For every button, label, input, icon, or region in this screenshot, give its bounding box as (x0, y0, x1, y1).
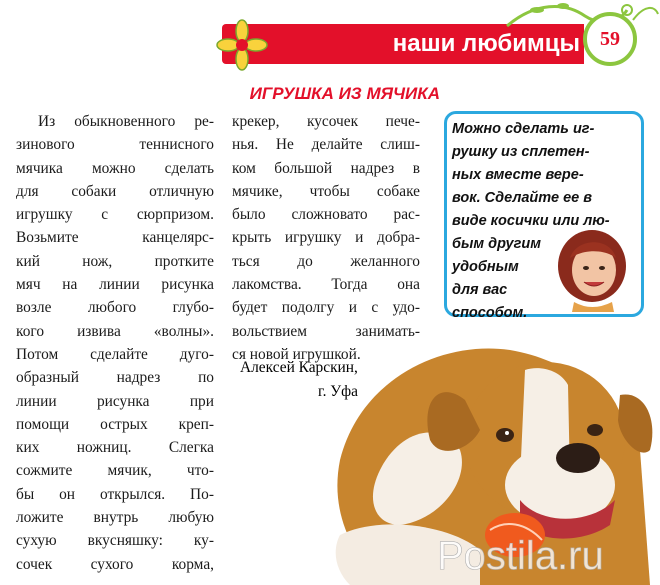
tip-line: бым другим (452, 236, 541, 252)
text-line: нья. Не делайте слиш- (232, 136, 420, 154)
text-line: кий нож, протките (16, 252, 214, 270)
article-author: Алексей Карскин, (240, 359, 358, 376)
text-line: бы он открылся. По- (16, 485, 214, 503)
text-line: вольствием занимать- (232, 322, 420, 340)
tip-line: рушку из сплетен- (452, 144, 590, 160)
text-line: игрушку с сюрпризом. (16, 206, 214, 224)
text-line: было сложновато рас- (232, 206, 420, 224)
article-city: г. Уфа (318, 383, 358, 400)
article-column-left (16, 110, 214, 576)
watermark (435, 529, 655, 579)
page-header (0, 0, 660, 78)
tip-line: для вас (452, 282, 508, 298)
text-line: мячика можно сделать (16, 159, 214, 177)
page-number: 59 (600, 28, 620, 50)
text-line: ких ножниц. Слегка (16, 439, 214, 457)
tip-line: вок. Сделайте ее в (452, 190, 592, 206)
text-line: помощи острых креп- (16, 415, 214, 433)
text-line: крекер, кусочек пече- (232, 113, 420, 130)
tip-line: ных вместе вере- (452, 167, 584, 183)
text-line: для собаки отличную (16, 182, 214, 200)
text-line: ложите внутрь любую (16, 509, 214, 527)
text-line: возле любого глубо- (16, 299, 214, 317)
text-line: ться до желанного (232, 252, 420, 270)
text-line: Возьмите канцелярс- (16, 229, 214, 247)
text-line: ся новой игрушкой. (232, 345, 361, 363)
tip-line: удобным (452, 259, 519, 275)
woman-avatar (552, 228, 632, 312)
text-line: сочек сухого корма, (16, 555, 214, 573)
text-line: образный надрез по (16, 369, 214, 387)
text-line: Потом сделайте дуго- (16, 345, 214, 363)
tip-line: виде косички или лю- (452, 213, 610, 229)
tip-line: Можно сделать иг- (452, 121, 595, 137)
text-line: сухую вкусняшку: ку- (16, 532, 214, 550)
text-line: зинового теннисного (16, 136, 214, 154)
text-line: будет подолгу и с удо- (232, 299, 420, 317)
text-line: ком большой надрез в (232, 159, 420, 177)
text-line: Из обыкновенного ре- (38, 113, 214, 130)
text-line: сожмите мячик, что- (16, 462, 214, 480)
section-title: наши любимцы (392, 30, 580, 57)
text-line: кого извива «волны». (16, 322, 214, 340)
tip-line: способом. (452, 305, 528, 321)
flower-icon (215, 18, 269, 72)
text-line: мяч на линии рисунка (16, 276, 214, 294)
watermark-text: Postila.ru (437, 534, 604, 578)
article-headline: ИГРУШКА ИЗ МЯЧИКА (249, 84, 440, 103)
text-line: мячике, чтобы собаке (232, 182, 420, 200)
text-line: линии рисунка при (16, 392, 214, 410)
text-line: лакомства. Тогда она (232, 276, 420, 294)
text-line: крыть игрушку и добра- (232, 229, 420, 247)
